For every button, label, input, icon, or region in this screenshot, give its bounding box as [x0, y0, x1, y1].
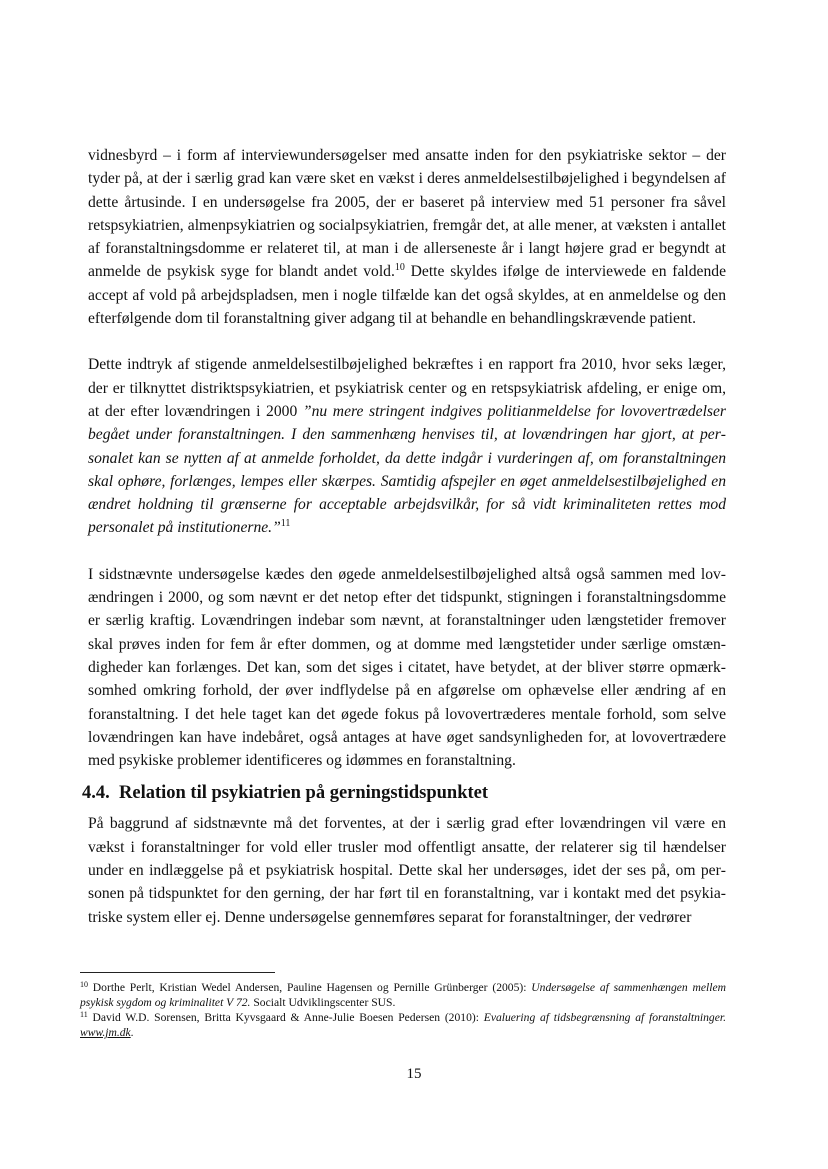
- footnote-ref-10[interactable]: 10: [394, 262, 405, 274]
- section-title: Relation til psykiatrien på gerningstidspunktet: [119, 783, 489, 804]
- footnote-10: [80, 980, 726, 1010]
- page-number: 15: [406, 1066, 422, 1082]
- footnote-authors: David W.D. Sorensen, Britta Kyvsgaard & Anne-Julie Boesen Pedersen (2010):: [87, 1011, 484, 1024]
- paragraph-1-text-continued: Dette skyldes ifølge de interviewede en faldende accept af vold på arbejdspladsen, men i nogle tilfælde kan det også skyldes, at en anmeldelse og den efterfølgende dom til foranstaltning giver adgang til at behandle en behandlingskrævende patient.: [88, 263, 726, 328]
- footnote-authors: Dorthe Perlt, Kristian Wedel Andersen, Pauline Hagensen og Pernille Grünberger (2005):: [88, 981, 532, 994]
- footnote-link[interactable]: www.jm.dk: [80, 1026, 131, 1039]
- section-number: 4.4.: [82, 783, 110, 804]
- paragraph-2-text: Dette indtryk af stigende anmeldelsestilbøjelighed bekræftes i en rapport fra 2010, hvor seks læger, der er tilknyttet distriktspsykiatrien, et psykiatrisk center og en retspsykiatrisk afdeling, er enige om, at der efter lovændringen i 2000: [88, 356, 726, 420]
- footnotes: [80, 980, 726, 1040]
- footnote-number: 11: [80, 1010, 88, 1019]
- paragraph-2: [88, 353, 726, 539]
- footnote-title: Undersøgelse af sammenhængen mellem psykisk sygdom og kriminalitet V 72.: [80, 981, 727, 1009]
- footnote-ref-11[interactable]: 11: [280, 518, 291, 530]
- paragraph-3: I sidstnævnte undersøgelse kædes den øgede anmeldelsestilbøjelighed altså også sammen med lovændringen i 2000, og som nævnt er det netop efter det tidspunkt, stigningen i foranstaltningsdomme er særlig kraftig. Lovændringen indebar som nævnt, at foranstaltninger uden længstetider fremover skal prøves inden for fem år efter dommen, og at domme med længstetider under særlige omstændigheder kan forlænges. Det kan, som det siges i citatet, have betydet, at der bliver større opmærksomhed omkring forhold, der øver indflydelse på en afgørelse om ophævelse eller ændring af en foranstaltning. I det hele taget kan det øgede fokus på lovovertræderes mentale forhold, som selve lovændringen kan have indebåret, også antages at have øget sandsynligheden for, at lovovertrædere med psykiske problemer identificeres og idømmes en foranstaltning.: [88, 565, 726, 770]
- paragraph-1-text: vidnesbyrd – i form af interviewundersøgelser med ansatte inden for den psykiatriske sektor – der tyder på, at der i særlig grad kan være sket en vækst i deres anmeldelsestilbøjelighed i begyndelsen af dette årtusinde. I en undersøgelse fra 2005, der er baseret på interview med 51 personer fra såvel retspsykiatrien, almenpsykiatrien og socialpsykiatrien, fremgår det, at alle mener, at væksten i antallet af foranstaltningsdomme er relateret til, at man i de allerseneste år i langt højere grad er begyndt at anmelde de psykisk syge for blandt andet vold.: [88, 147, 726, 281]
- body-text: [82, 144, 726, 929]
- paragraph-4: På baggrund af sidstnævnte må det forventes, at der i særlig grad efter lovændringen vil være en vækst i foranstaltninger for vold eller trusler mod offentligt ansatte, der relaterer sig til hændelser under en indlæggelse på et psykiatrisk hospital. Dette skal her undersøges, idet der ses på, om personen på tidspunktet for den gerning, der har ført til en foranstaltning, var i kontakt med det psykiatriske system eller ej. Denne undersøgelse gennemføres separat for foranstaltninger, der vedrører: [88, 815, 726, 926]
- block-quote: ”nu mere stringent indgives politianmeldelse for lovovertrædelser begået under foranstaltningen. I den sammenhæng henvises til, at lovændringen har gjort, at personalet kan se nytten af at anmelde forholdet, da dette indgår i vurderingen af, om foranstaltningen skal ophøre, forlænges, lempes eller skærpes. Samtidig afspejler en øget anmeldelsestilbøjelighed en ændret holdning til grænserne for acceptable arbejdsvilkår, for så vidt kriminaliteten rettes mod personalet på institutionerne.”: [88, 402, 726, 537]
- footnote-title: Evaluering af tidsbegrænsning af foranstaltninger.: [483, 1011, 726, 1024]
- paragraph-1: [88, 144, 726, 330]
- footnote-11: [80, 1010, 726, 1040]
- footnote-number: 10: [80, 980, 88, 989]
- section-heading: [82, 780, 726, 806]
- footnote-publisher: Socialt Udviklingscenter SUS.: [250, 996, 396, 1009]
- footnote-period: .: [130, 1026, 134, 1039]
- footnote-divider: [80, 972, 275, 973]
